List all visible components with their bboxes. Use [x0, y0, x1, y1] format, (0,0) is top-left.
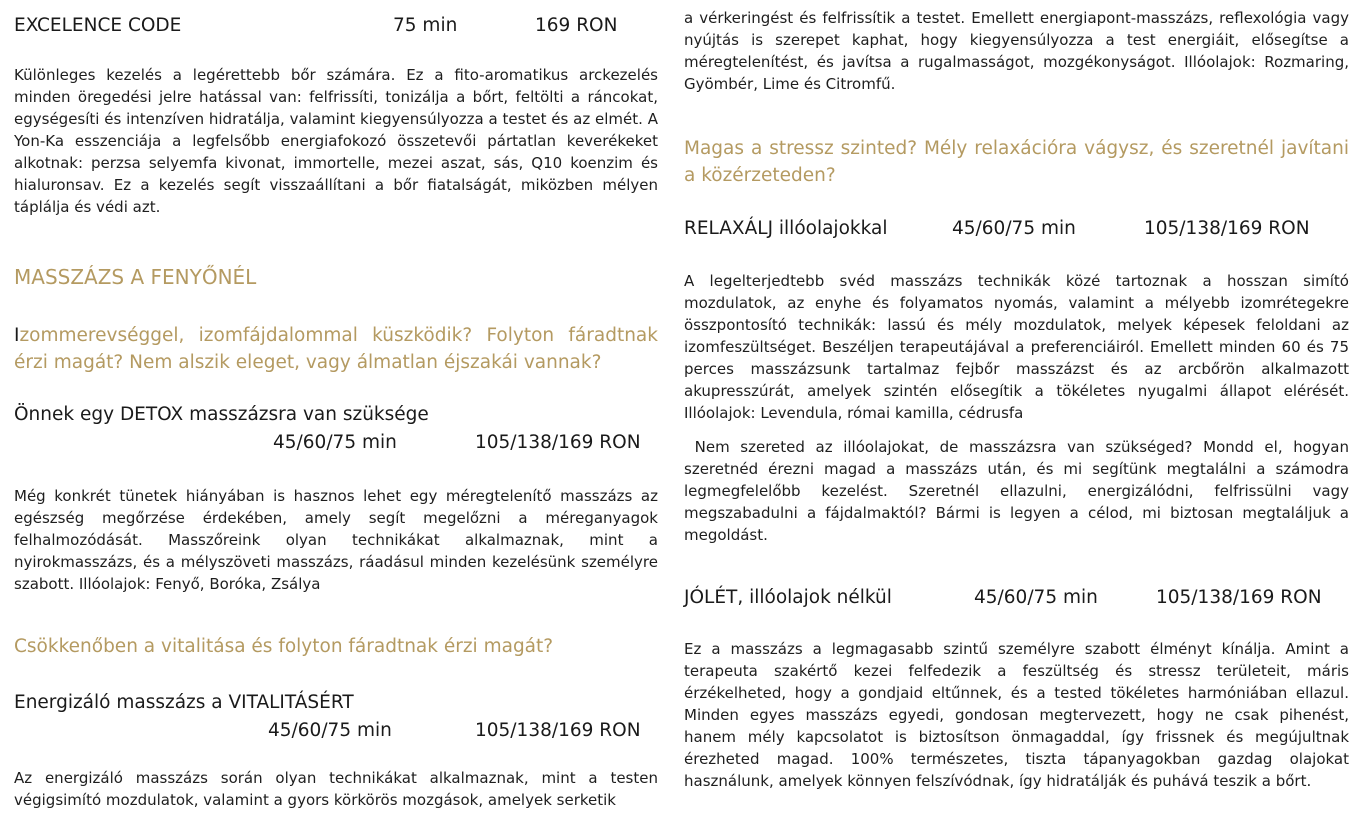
vitality-description-start: Az energizáló masszázs során olyan technikákat alkalmaznak, mint a testen végigsimító mozdulatok, valamint a gyors körkörös mozgások, amelyek serketik [14, 769, 658, 809]
wellbeing-description: Ez a masszázs a legmagasabb szintű személyre szabott élményt kínálja. Amint a terapeuta szakértő kezei felfedezik a feszültség és stressz területeit, máris érzékelheted, hogy a gondjaid eltűnnek, és a tested tökéletes harmóniában ellazul. Minden egyes masszázs egyedi, gondosan megtervezett, hogy ne csak pihenést, hanem mély kapcsolatot is biztosítson önmagaddal, így frissnek és megújultnak érezheted magad. 100% természetes, tiszta tápanyagokban gazdag olajokat használunk, amelyek könnyen felszívódnak, így hidratálják és puhává teszik a bőrt. [684, 640, 1349, 790]
detox-question-initial: I [14, 325, 20, 346]
service-duration: 45/60/75 min [952, 218, 1076, 239]
service-price: 105/138/169 RON [475, 432, 641, 453]
relax-question: Magas a stressz szinted? Mély relaxációra vágysz, és szeretnél javítani a közérzeteden? [684, 138, 1349, 186]
service-name: JÓLÉT, illóolajok nélkül [684, 587, 892, 608]
vitality-question: Csökkenőben a vitalitása és folyton fáradtnak érzi magát? [14, 636, 554, 657]
service-line-detox [14, 429, 658, 457]
service-price: 105/138/169 RON [1156, 587, 1322, 608]
detox-description: Még konkrét tünetek hiányában is hasznos lehet egy méregtelenítő masszázs az egészség megőrzése érdekében, amely segít megelőzni a méreganyagok felhalmozódását. Masszőreink olyan technikákat alkalmaznak, mint a nyirokmasszázs, és a mélyszöveti masszázs, ráadásul minden kezelésünk személyre szabott. Illóolajok: Fenyő, Boróka, Zsálya [14, 487, 658, 593]
detox-question-text: zommerevséggel, izomfájdalommal küszködik? Folyton fáradtnak érzi magát? Nem alszik eleget, vagy álmatlan éjszakái vannak? [14, 325, 658, 373]
service-name: EXCELENCE CODE [14, 15, 182, 36]
service-duration: 45/60/75 min [974, 587, 1098, 608]
service-line-wellbeing [684, 584, 1349, 612]
excelence-description: Különleges kezelés a legérettebb bőr számára. Ez a fito-aromatikus arckezelés minden öregedési jelre hatással van: felfrissíti, tonizálja a bőrt, feltölti a ráncokat, egységesíti és intenzíven hidratálja, valamint kiegyensúlyozza a testet és az elmét. A Yon-Ka esszenciája a legfelsőbb energiafokozó összetevői pártatlan keverékeket alkotnak: perzsa selyemfa kivonat, immortelle, mezei aszat, sás, Q10 koenzim és hialuronsav. Ez a kezelés segít visszaállítani a bőr fiatalságát, miközben mélyen táplálja és védi azt. [14, 66, 658, 216]
service-line-excelence [14, 12, 658, 40]
service-line-relax [684, 215, 1349, 243]
service-price: 105/138/169 RON [1144, 218, 1310, 239]
service-duration: 45/60/75 min [268, 720, 392, 741]
service-price: 169 RON [535, 15, 618, 36]
relax-description: A legelterjedtebb svéd masszázs technikák közé tartoznak a hosszan simító mozdulatok, az enyhe és folyamatos nyomás, valamint a mélyebb izomrétegekre összpontosító technikák: lassú és mély mozdulatok, melyek képesek feloldani az izomfeszültséget. Beszéljen terapeutájával a preferenciáiról. Emellett minden 60 és 75 perces masszázsunk tartalmaz fejbőr masszázst és az arcbőrön alkalmazott akupresszúrát, amelyek szintén elősegítik a tökéletes nyugalmi állapot elérését. Illóolajok: Levendula, római kamilla, cédrusfa [684, 272, 1349, 422]
detox-title: Önnek egy DETOX masszázsra van szüksége [14, 404, 429, 425]
service-duration: 75 min [393, 15, 458, 36]
vitality-title: Energizáló masszázs a VITALITÁSÉRT [14, 692, 354, 713]
section-heading: MASSZÁZS A FENYŐNÉL [14, 265, 257, 289]
detox-question [14, 322, 658, 376]
vitality-description-continued: a vérkeringést és felfrissítik a testet. Emellett energiapont-masszázs, reflexológia vagy nyújtás is szerepet kaphat, hogy kiegyensúlyozza a test energiáit, elősegítse a méregtelenítést, és javítsa a rugalmasságot, mozgékonyságot. Illóolajok: Rozmaring, Gyömbér, Lime és Citromfű. [684, 9, 1349, 93]
service-name: RELAXÁLJ illóolajokkal [684, 218, 888, 239]
service-duration: 45/60/75 min [273, 432, 397, 453]
service-price: 105/138/169 RON [475, 720, 641, 741]
service-line-vitality [14, 717, 658, 745]
relax-description-extra: Nem szereted az illóolajokat, de masszázsra van szükséged? Mondd el, hogyan szeretnéd érezni magad a masszázs után, és mi segítünk megtalálni a számodra legmegfelelőbb kezelést. Szeretnél ellazulni, energizálódni, felfrissülni vagy megszabadulni a fájdalmaktól? Bármi is legyen a célod, mi biztosan megtaláljuk a megoldást. [684, 438, 1354, 544]
